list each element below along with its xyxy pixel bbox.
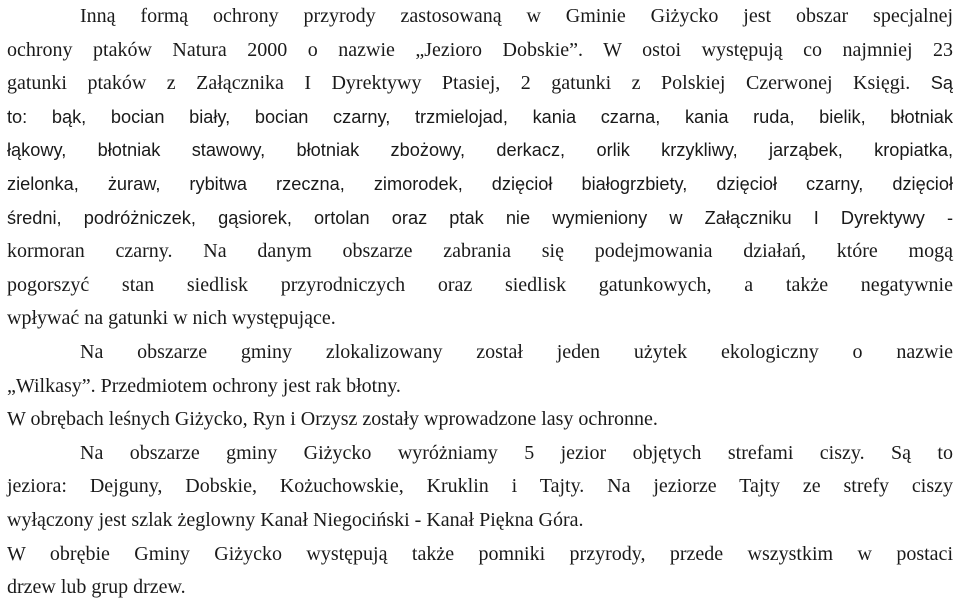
text-line: wpływać na gatunki w nich występujące.	[7, 307, 336, 330]
text-line: jeziora: Dejguny, Dobskie, Kożuchowskie, Kruklin i Tajty. Na jeziorze Tajty ze strefy ciszy	[7, 475, 953, 498]
text-line: wyłączony jest szlak żeglowny Kanał Niegociński - Kanał Piękna Góra.	[7, 508, 584, 531]
text-line: to: bąk, bocian biały, bocian czarny, trzmielojad, kania czarna, kania ruda, bielik, błotniak	[7, 106, 953, 127]
text-line: zielonka, żuraw, rybitwa rzeczna, zimorodek, dzięcioł białogrzbiety, dzięcioł czarny, dzięcioł	[7, 173, 953, 194]
text-line: średni, podróżniczek, gąsiorek, ortolan oraz ptak nie wymieniony w Załączniku I Dyrektywy -	[7, 207, 953, 228]
text-line: Na obszarze gminy zlokalizowany został jeden użytek ekologiczny o nazwie	[80, 340, 953, 363]
text-line: drzew lub grup drzew.	[7, 576, 186, 599]
text-line: W obrębach leśnych Giżycko, Ryn i Orzysz zostały wprowadzone lasy ochronne.	[7, 408, 658, 431]
text-line: kormoran czarny. Na danym obszarze zabrania się podejmowania działań, które mogą	[7, 240, 953, 263]
text-line: Inną formą ochrony przyrody zastosowaną w Gminie Giżycko jest obszar specjalnej	[80, 5, 953, 27]
document-body	[7, 0, 953, 605]
text-line: ochrony ptaków Natura 2000 o nazwie „Jezioro Dobskie”. W ostoi występują co najmniej 23	[7, 38, 953, 61]
text-line: Na obszarze gminy Giżycko wyróżniamy 5 jezior objętych strefami ciszy. Są to	[80, 441, 953, 464]
text-line: łąkowy, błotniak stawowy, błotniak zbożowy, derkacz, orlik krzykliwy, jarząbek, kropiatka,	[7, 140, 953, 161]
text-line: W obrębie Gminy Giżycko występują także pomniki przyrody, przede wszystkim w postaci	[7, 542, 953, 565]
text-line: gatunki ptaków z Załącznika I Dyrektywy Ptasiej, 2 gatunki z Polskiej Czerwonej Księgi. Są	[7, 72, 954, 95]
text-line: „Wilkasy”. Przedmiotem ochrony jest rak błotny.	[7, 374, 401, 397]
text-line: pogorszyć stan siedlisk przyrodniczych oraz siedlisk gatunkowych, a także negatywnie	[7, 273, 953, 296]
